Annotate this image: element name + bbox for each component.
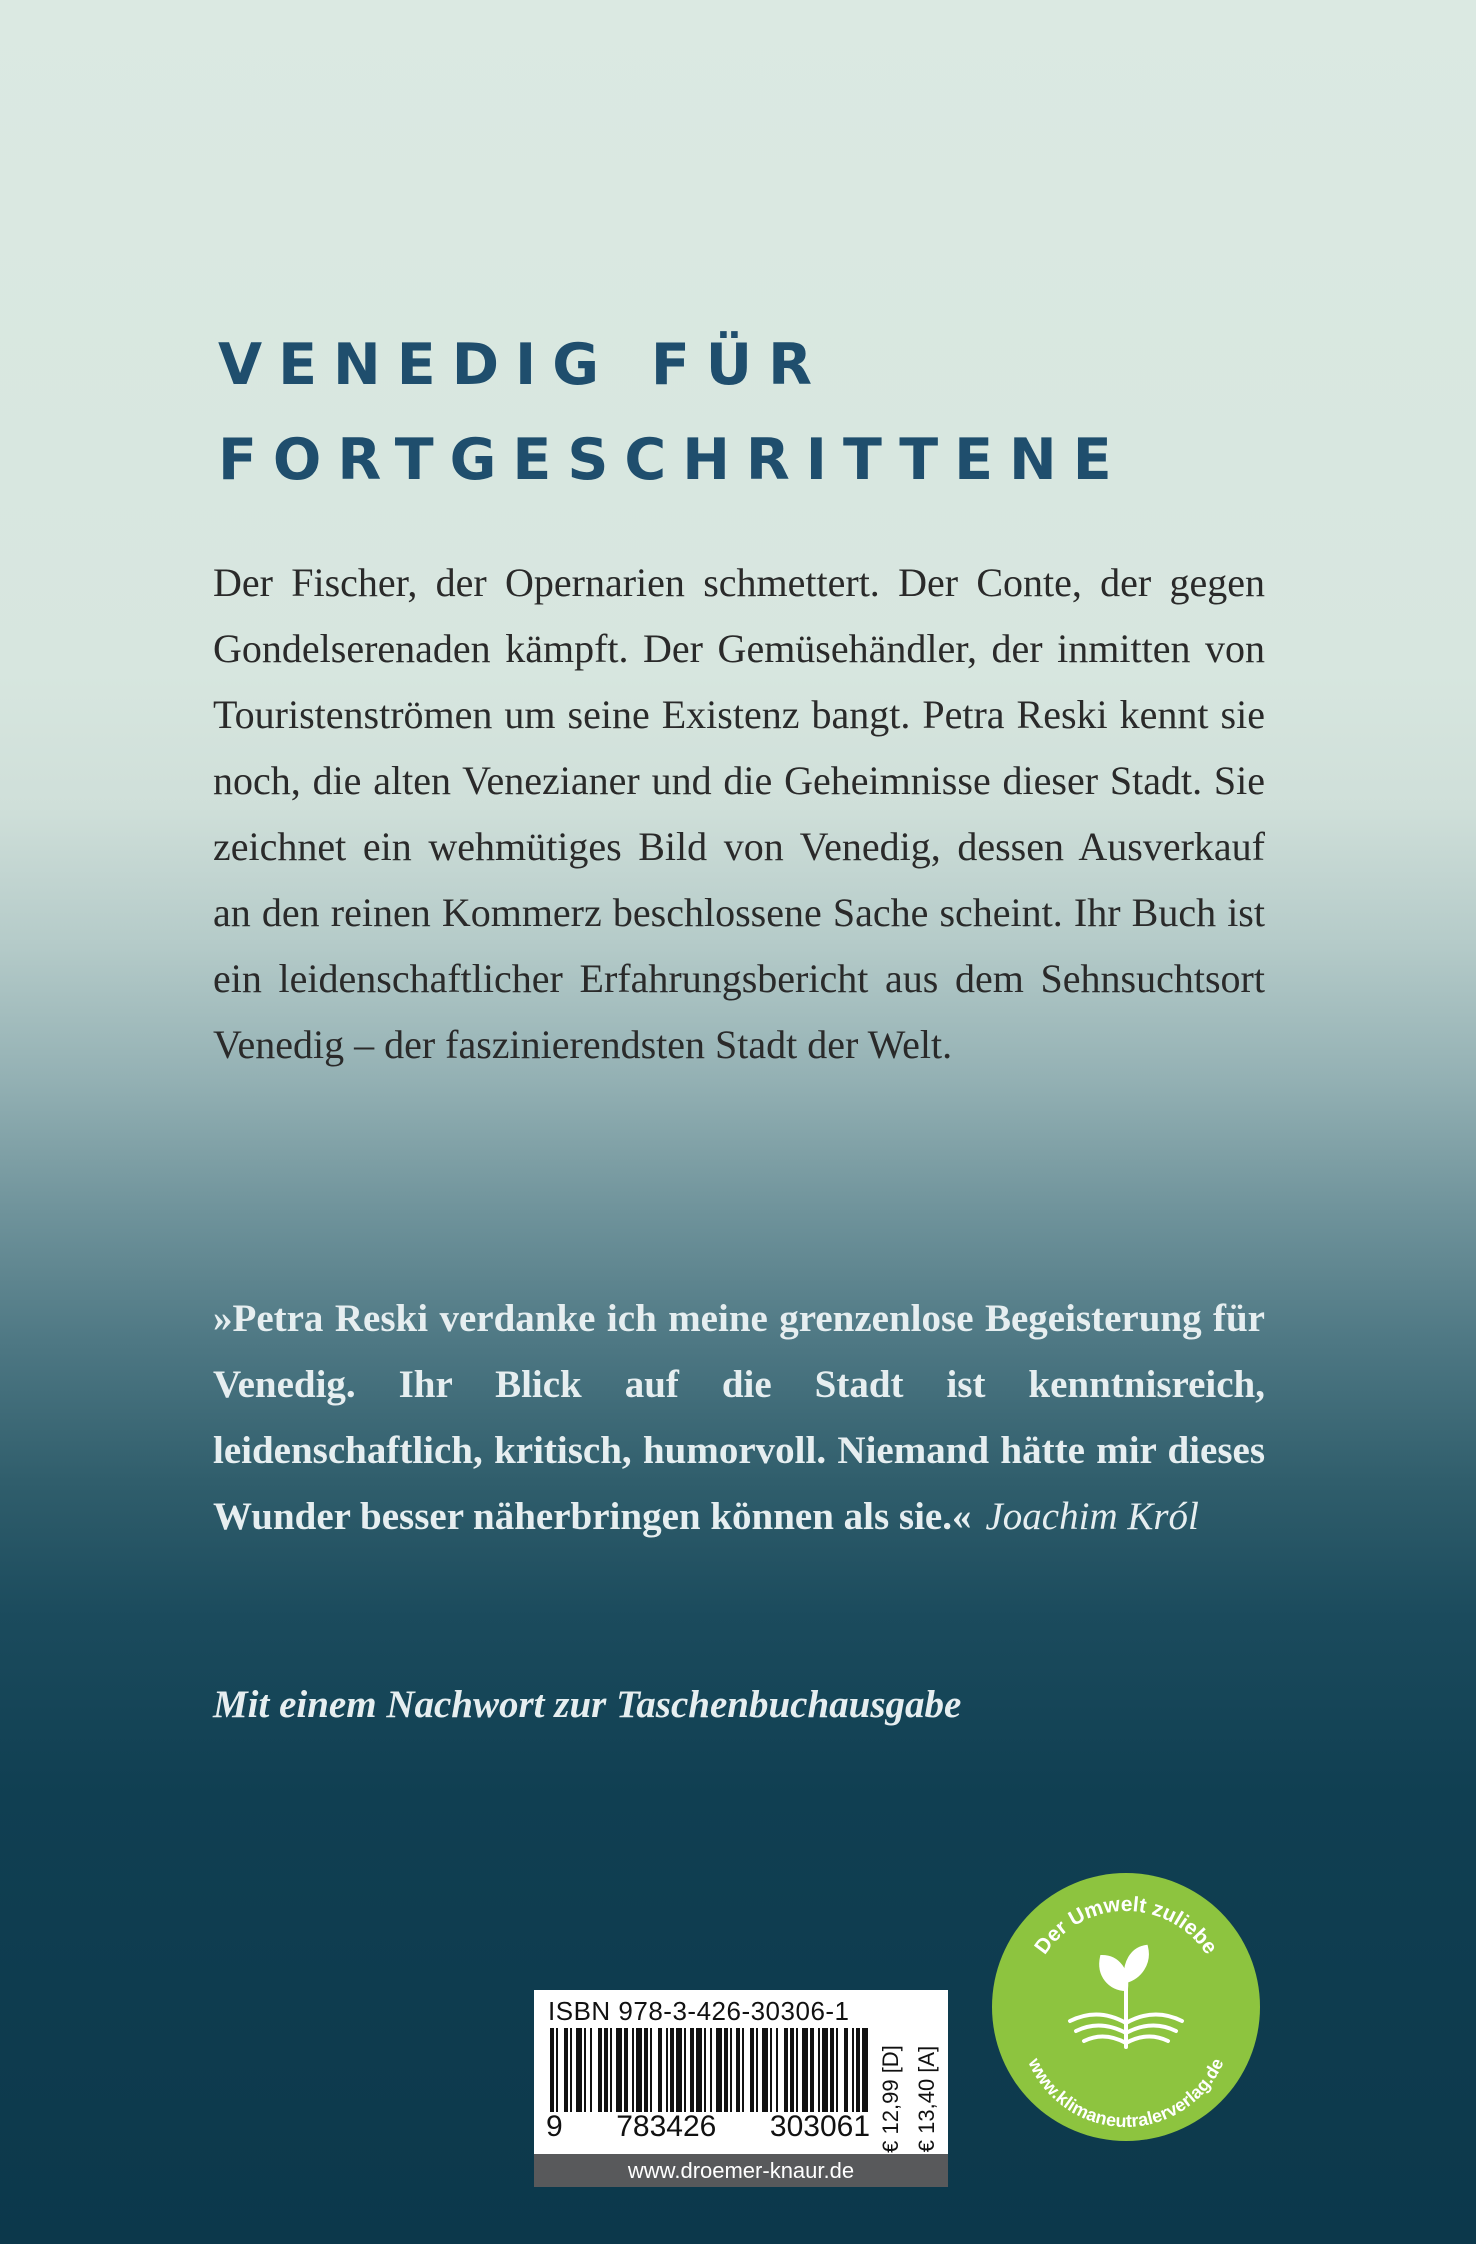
climate-neutral-badge (990, 1871, 1262, 2143)
barcode-bar (670, 2028, 674, 2112)
publisher-url: www.droemer-knaur.de (534, 2154, 948, 2187)
barcode-bar (650, 2028, 652, 2112)
barcode-bar (802, 2028, 808, 2112)
barcode-bar (684, 2028, 686, 2112)
headline-line-1: VENEDIG FÜR (218, 332, 828, 398)
badge-bottom-text: www.klimaneutralerverlag.de (1024, 2054, 1228, 2132)
barcode-bar (742, 2028, 744, 2112)
barcode-bar (564, 2028, 568, 2112)
barcode-bar (756, 2028, 758, 2112)
barcode-bar (550, 2028, 554, 2112)
barcode-bar (836, 2028, 838, 2112)
barcode-bar (604, 2028, 608, 2112)
barcode-bar (556, 2028, 558, 2112)
barcode-label (534, 1990, 948, 2187)
barcode-bar (690, 2028, 694, 2112)
barcode-bar (584, 2028, 586, 2112)
barcode-bar (710, 2028, 712, 2112)
barcode-bar (818, 2028, 820, 2112)
barcode-bar (676, 2028, 682, 2112)
barcode-bar (666, 2028, 668, 2112)
barcode-bar (576, 2028, 582, 2112)
barcode-bar (784, 2028, 788, 2112)
barcode-bar (844, 2028, 848, 2112)
price-de: € 12,99 [D] (877, 2045, 903, 2153)
headline (218, 318, 1128, 508)
barcode-bar (598, 2028, 602, 2112)
barcode-bar (762, 2028, 768, 2112)
barcode-bar (644, 2028, 648, 2112)
barcode-bar (796, 2028, 798, 2112)
badge-top-text: Der Umwelt zuliebe (1030, 1892, 1222, 1959)
barcode-digit-first: 9 (546, 2110, 563, 2143)
barcode-bar (750, 2028, 754, 2112)
barcode-bar (790, 2028, 794, 2112)
barcode-bar (810, 2028, 814, 2112)
quote-block (213, 1286, 1265, 1550)
barcode-bar (776, 2028, 778, 2112)
barcode-bar (852, 2028, 854, 2112)
quote-author: Joachim Król (985, 1495, 1199, 1538)
barcode-bar (704, 2028, 706, 2112)
barcode-bar (632, 2028, 634, 2112)
barcode-bars (546, 2028, 870, 2112)
price-block (872, 2028, 948, 2153)
barcode-bar (830, 2028, 834, 2112)
barcode-bar (590, 2028, 592, 2112)
barcode-bar (610, 2028, 612, 2112)
price-at: € 13,40 [A] (914, 2045, 940, 2153)
barcode-bar (716, 2028, 722, 2112)
afterword-note: Mit einem Nachwort zur Taschenbuchausgabe (213, 1683, 962, 1726)
blurb-text: Der Fischer, der Opernarien schmettert. Der Conte, der gegen Gondelserenaden kämpft. Der Gemüsehändler, der inmitten von Touristenströmen um seine Existenz bangt. Petra Reski kennt sie noch, die alten Venezianer und die Geheimnisse dieser Stadt. Sie zeichnet ein wehmütiges Bild von Venedig, dessen Ausverkauf an den reinen Kommerz beschlossene Sache scheint. Ihr Buch ist ein leidenschaftlicher Erfahrungsbericht aus dem Sehnsuchtsort Venedig – der faszinierendsten Stadt der Welt. (213, 560, 1265, 1067)
barcode-digits-right: 303061 (769, 2110, 870, 2143)
quote-text: »Petra Reski verdanke ich meine grenzenlose Begeisterung für Venedig. Ihr Blick auf die Stadt ist kenntnisreich, leidenschaftlich, kritisch, humorvoll. Niemand hätte mir dieses Wunder besser näherbringen können als sie.« (213, 1297, 1265, 1538)
barcode-bar (624, 2028, 628, 2112)
barcode-bar (636, 2028, 642, 2112)
headline-line-2: FORTGESCHRITTENE (218, 427, 1128, 493)
barcode-bar (736, 2028, 740, 2112)
barcode-bar (730, 2028, 732, 2112)
barcode-bar (658, 2028, 662, 2112)
barcode-bar (770, 2028, 772, 2112)
barcode-digits (546, 2110, 870, 2144)
barcode-bar (822, 2028, 828, 2112)
barcode-bar (724, 2028, 728, 2112)
barcode-bar (570, 2028, 572, 2112)
barcode-bar (862, 2028, 868, 2112)
barcode-bar (696, 2028, 702, 2112)
isbn-text: ISBN 978-3-426-30306-1 (548, 1996, 850, 2026)
barcode-bar (616, 2028, 622, 2112)
barcode-digits-left: 783426 (616, 2110, 717, 2143)
barcode-bar (856, 2028, 860, 2112)
